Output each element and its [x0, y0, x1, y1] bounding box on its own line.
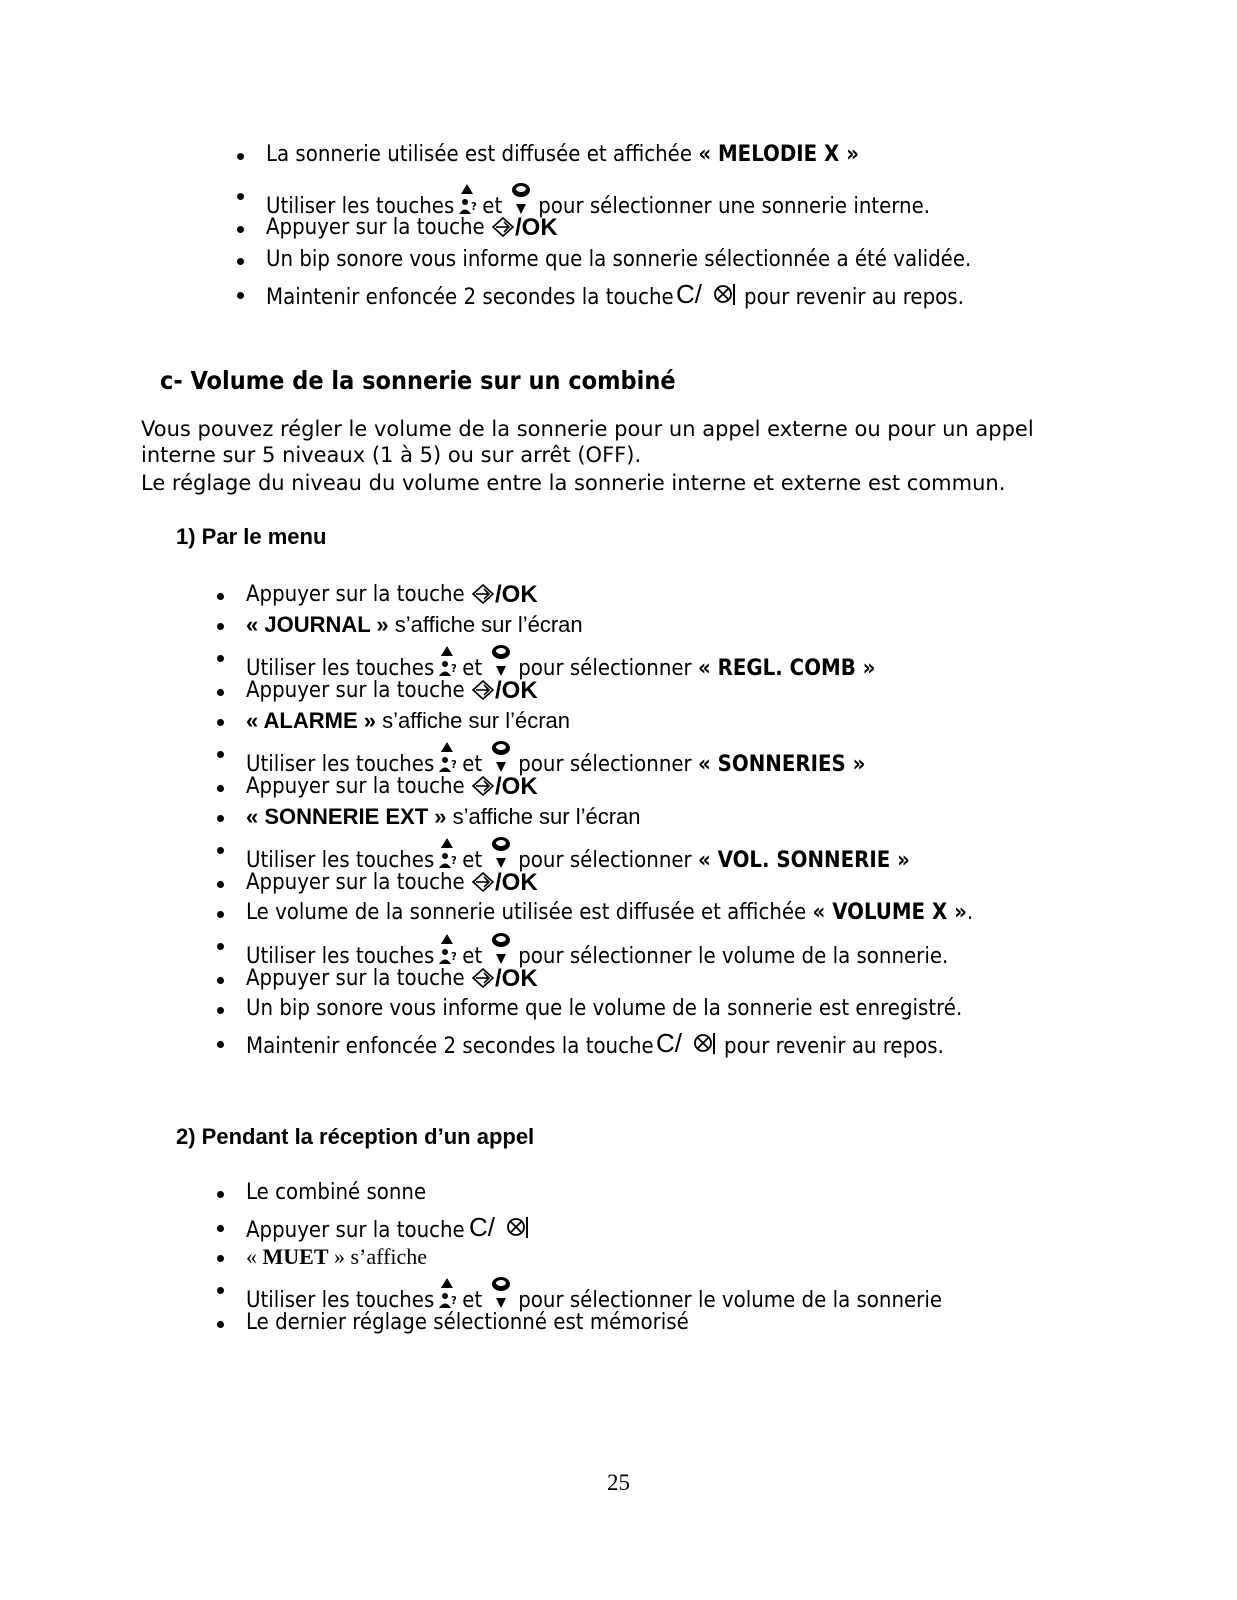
svg-text:C/: C/ [468, 1214, 495, 1242]
svg-text:/OK: /OK [494, 774, 538, 800]
c-cancel-key-icon [654, 1030, 718, 1060]
svg-text:?: ? [451, 950, 458, 963]
subsection-title: 2) Pendant la réception d’un appel [176, 1124, 535, 1149]
call-steps-list [246, 1180, 942, 1336]
svg-text:C/: C/ [675, 281, 702, 309]
paragraph-line: Vous pouvez régler le volume de la sonnerie pour un appel externe ou pour un appel [141, 417, 1034, 441]
up-contact-key-icon [436, 836, 458, 874]
page-number: 25 [607, 1470, 630, 1495]
list-item: « SONNERIE EXT » s’affiche sur l’écran [246, 804, 973, 830]
list-item: Utiliser les touches ? et pour sélectionner une sonnerie interne. [266, 182, 971, 212]
list-item: Appuyer sur la touche C/ [246, 1214, 942, 1244]
list-item: Appuyer sur la touche /OK [246, 582, 973, 610]
list-item: « MUET » s’affiche [246, 1244, 942, 1270]
arrow-ok-key-icon [471, 870, 549, 896]
list-item: Utiliser les touches ? et pour sélectionner « VOL. SONNERIE » [246, 836, 973, 870]
list-item: « JOURNAL » s’affiche sur l’écran [246, 612, 973, 638]
list-item: Utiliser les touches ? et pour sélectionner « SONNERIES » [246, 740, 973, 774]
list-item: Le combiné sonne [246, 1180, 942, 1206]
list-item: Appuyer sur la touche /OK [246, 870, 973, 900]
list-item: Appuyer sur la touche /OK [246, 774, 973, 804]
svg-text:/OK: /OK [494, 678, 538, 704]
svg-text:/OK: /OK [494, 966, 538, 992]
down-phone-key-icon [490, 1276, 512, 1314]
arrow-ok-key-icon [471, 966, 549, 992]
list-item: Appuyer sur la touche /OK [246, 966, 973, 996]
list-item: Le volume de la sonnerie utilisée est diffusée et affichée « VOLUME X ». [246, 900, 974, 925]
svg-text:?: ? [451, 662, 458, 675]
list-item: Utiliser les touches ? et pour sélectionner « REGL. COMB » [246, 644, 973, 678]
list-item: Un bip sonore vous informe que le volume de la sonnerie est enregistré. [246, 996, 973, 1022]
svg-text:/OK: /OK [494, 582, 538, 608]
down-phone-key-icon [490, 644, 512, 682]
svg-text:/OK: /OK [514, 215, 558, 241]
svg-text:/OK: /OK [494, 870, 538, 896]
up-contact-key-icon [436, 1276, 458, 1314]
svg-text:?: ? [451, 758, 458, 771]
c-cancel-key-icon [467, 1214, 531, 1244]
svg-text:?: ? [451, 1294, 458, 1307]
paragraph-line: interne sur 5 niveaux (1 à 5) ou sur arrêt (OFF). [141, 443, 642, 467]
subsection-title: 1) Par le menu [176, 524, 327, 549]
list-item: Utiliser les touches ? et pour sélectionner le volume de la sonnerie. [246, 932, 973, 966]
list-item: La sonnerie utilisée est diffusée et affichée « MELODIE X » [266, 142, 971, 168]
list-item: Maintenir enfoncée 2 secondes la touche C/ pour revenir au repos. [246, 1030, 973, 1060]
arrow-ok-key-icon [471, 678, 549, 704]
svg-text:?: ? [451, 854, 458, 867]
up-contact-key-icon [436, 644, 458, 682]
svg-text:?: ? [471, 200, 478, 213]
paragraph-line: Le réglage du niveau du volume entre la sonnerie interne et externe est commun. [141, 471, 1006, 495]
list-item: Le dernier réglage sélectionné est mémorisé [246, 1310, 942, 1336]
c-cancel-key-icon [674, 281, 738, 311]
list-item: « ALARME » s’affiche sur l’écran [246, 708, 973, 734]
list-item: Appuyer sur la touche /OK [266, 215, 971, 245]
down-phone-key-icon [490, 932, 512, 970]
section-heading: c- Volume de la sonnerie sur un combiné [160, 366, 676, 395]
svg-text:C/: C/ [655, 1030, 682, 1058]
list-item: Appuyer sur la touche /OK [246, 678, 973, 708]
down-phone-key-icon [490, 740, 512, 778]
arrow-ok-key-icon [471, 774, 549, 800]
list-item: Maintenir enfoncée 2 secondes la touche C/ pour revenir au repos. [266, 281, 971, 311]
top-bullet-list [266, 142, 971, 311]
melodie-label: « MELODIE X » [698, 142, 859, 167]
down-phone-key-icon [490, 836, 512, 874]
arrow-ok-key-icon [471, 582, 549, 608]
up-contact-key-icon [436, 740, 458, 778]
list-item: Utiliser les touches ? et pour sélectionner le volume de la sonnerie [246, 1276, 942, 1310]
arrow-ok-key-icon [491, 215, 569, 241]
list-item: Un bip sonore vous informe que la sonnerie sélectionnée a été validée. [266, 247, 972, 272]
up-contact-key-icon [436, 932, 458, 970]
menu-steps-list [246, 582, 973, 1060]
